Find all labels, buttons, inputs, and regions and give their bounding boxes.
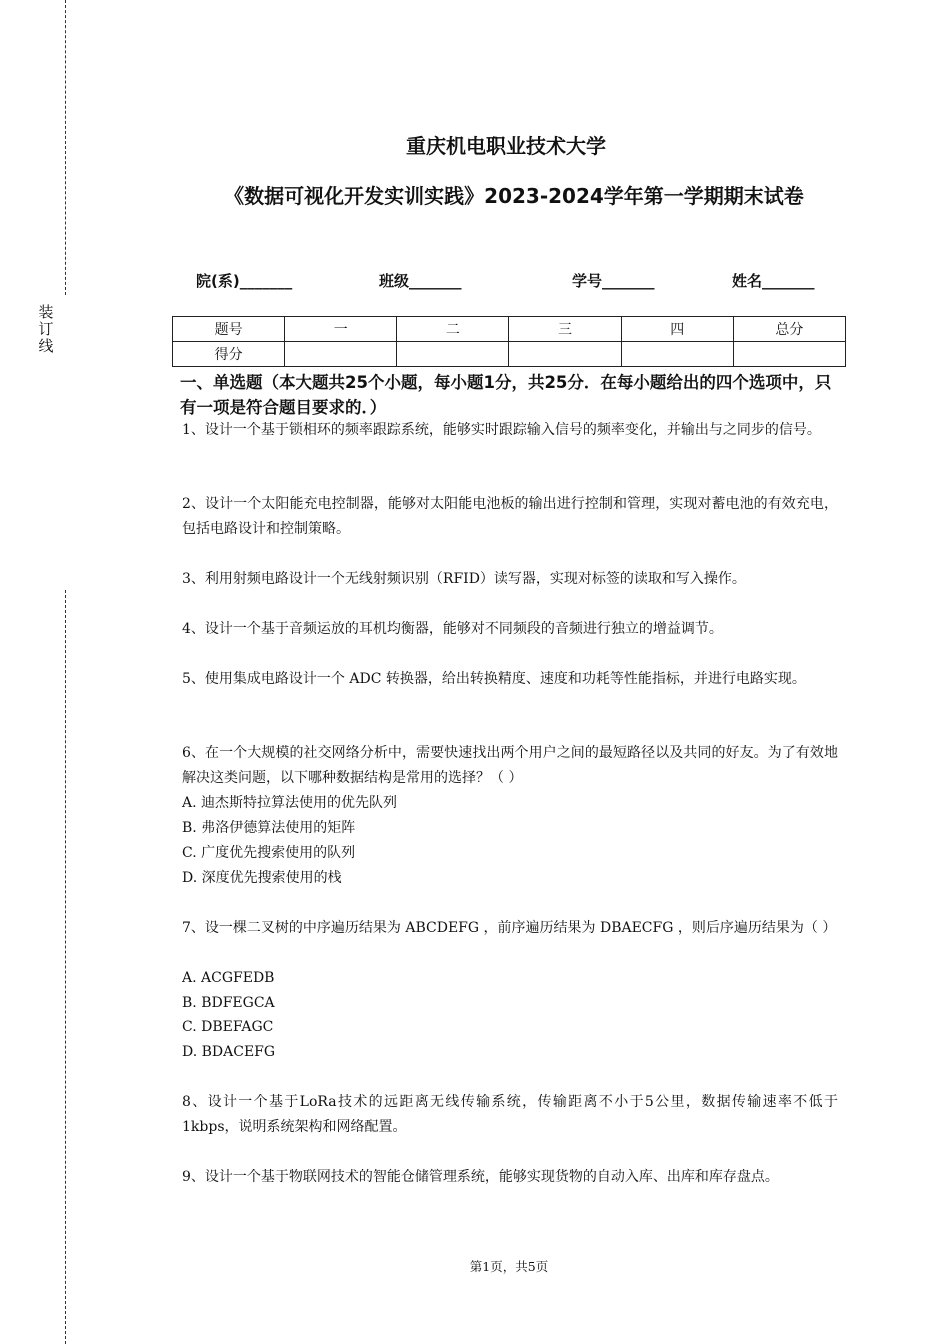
- score-table-header-row: [173, 317, 846, 342]
- question-9: 9、设计一个基于物联网技术的智能仓储管理系统，能够实现货物的自动入库、出库和库存盘点。: [182, 1169, 779, 1185]
- question-4: 4、设计一个基于音频运放的耳机均衡器，能够对不同频段的音频进行独立的增益调节。: [182, 621, 723, 637]
- question-6: 6、在一个大规模的社交网络分析中，需要快速找出两个用户之间的最短路径以及共同的好友。为了有效地解决这类问题，以下哪种数据结构是常用的选择？（ ）: [182, 745, 838, 786]
- score-cell: 一: [285, 317, 397, 342]
- score-cell: 三: [509, 317, 621, 342]
- student-id-field: 学号_______: [572, 272, 655, 290]
- binding-label: 装订线: [38, 303, 54, 355]
- question-7-option-c: C. DBEFAGC: [182, 1019, 274, 1035]
- question-1: 1、设计一个基于锁相环的频率跟踪系统，能够实时跟踪输入信号的频率变化，并输出与之同步的信号。: [182, 422, 821, 438]
- question-3: 3、利用射频电路设计一个无线射频识别（RFID）读写器，实现对标签的读取和写入操作。: [182, 571, 746, 587]
- question-5: 5、使用集成电路设计一个 ADC 转换器，给出转换精度、速度和功耗等性能指标，并进行电路实现。: [182, 671, 806, 687]
- question-6-option-b: B. 弗洛伊德算法使用的矩阵: [182, 820, 356, 836]
- score-cell: 二: [397, 317, 509, 342]
- score-cell: [285, 342, 397, 367]
- question-7-option-d: D. BDACEFG: [182, 1044, 276, 1060]
- question-8: 8、设计一个基于LoRa技术的远距离无线传输系统，传输距离不小于5公里，数据传输速率不低于1kbps，说明系统架构和网络配置。: [182, 1094, 838, 1135]
- question-7: 7、设一棵二叉树的中序遍历结果为 ABCDEFG ，前序遍历结果为 DBAECFG ，则后序遍历结果为（ ）: [182, 920, 837, 936]
- question-2: 2、设计一个太阳能充电控制器，能够对太阳能电池板的输出进行控制和管理，实现对蓄电池的有效充电，包括电路设计和控制策略。: [182, 496, 838, 537]
- page-number: 第1页，共5页: [469, 1259, 549, 1274]
- score-cell: 总分: [733, 317, 845, 342]
- score-cell: [621, 342, 733, 367]
- score-cell: 题号: [173, 317, 285, 342]
- section-heading: 一、单选题（本大题共25个小题，每小题1分，共25分．在每小题给出的四个选项中，只有一项是符合题目要求的．）: [180, 373, 832, 417]
- binding-line-bottom: [65, 590, 66, 1344]
- school-title: 重庆机电职业技术大学: [406, 134, 606, 158]
- score-cell: 四: [621, 317, 733, 342]
- name-field: 姓名_______: [732, 272, 815, 290]
- question-6-option-d: D. 深度优先搜索使用的栈: [182, 870, 342, 886]
- score-cell: [733, 342, 845, 367]
- department-field: 院(系)_______: [196, 272, 293, 290]
- score-cell: [509, 342, 621, 367]
- question-7-option-b: B. BDFEGCA: [182, 995, 275, 1011]
- class-field: 班级_______: [379, 272, 462, 290]
- score-table: [172, 316, 846, 367]
- question-7-option-a: A. ACGFEDB: [182, 970, 275, 986]
- exam-title: 《数据可视化开发实训实践》2023-2024学年第一学期期末试卷: [224, 184, 804, 208]
- question-6-option-c: C. 广度优先搜索使用的队列: [182, 845, 356, 861]
- question-6-option-a: A. 迪杰斯特拉算法使用的优先队列: [182, 795, 398, 811]
- score-table-score-row: [173, 342, 846, 367]
- score-cell: [397, 342, 509, 367]
- score-cell: 得分: [173, 342, 285, 367]
